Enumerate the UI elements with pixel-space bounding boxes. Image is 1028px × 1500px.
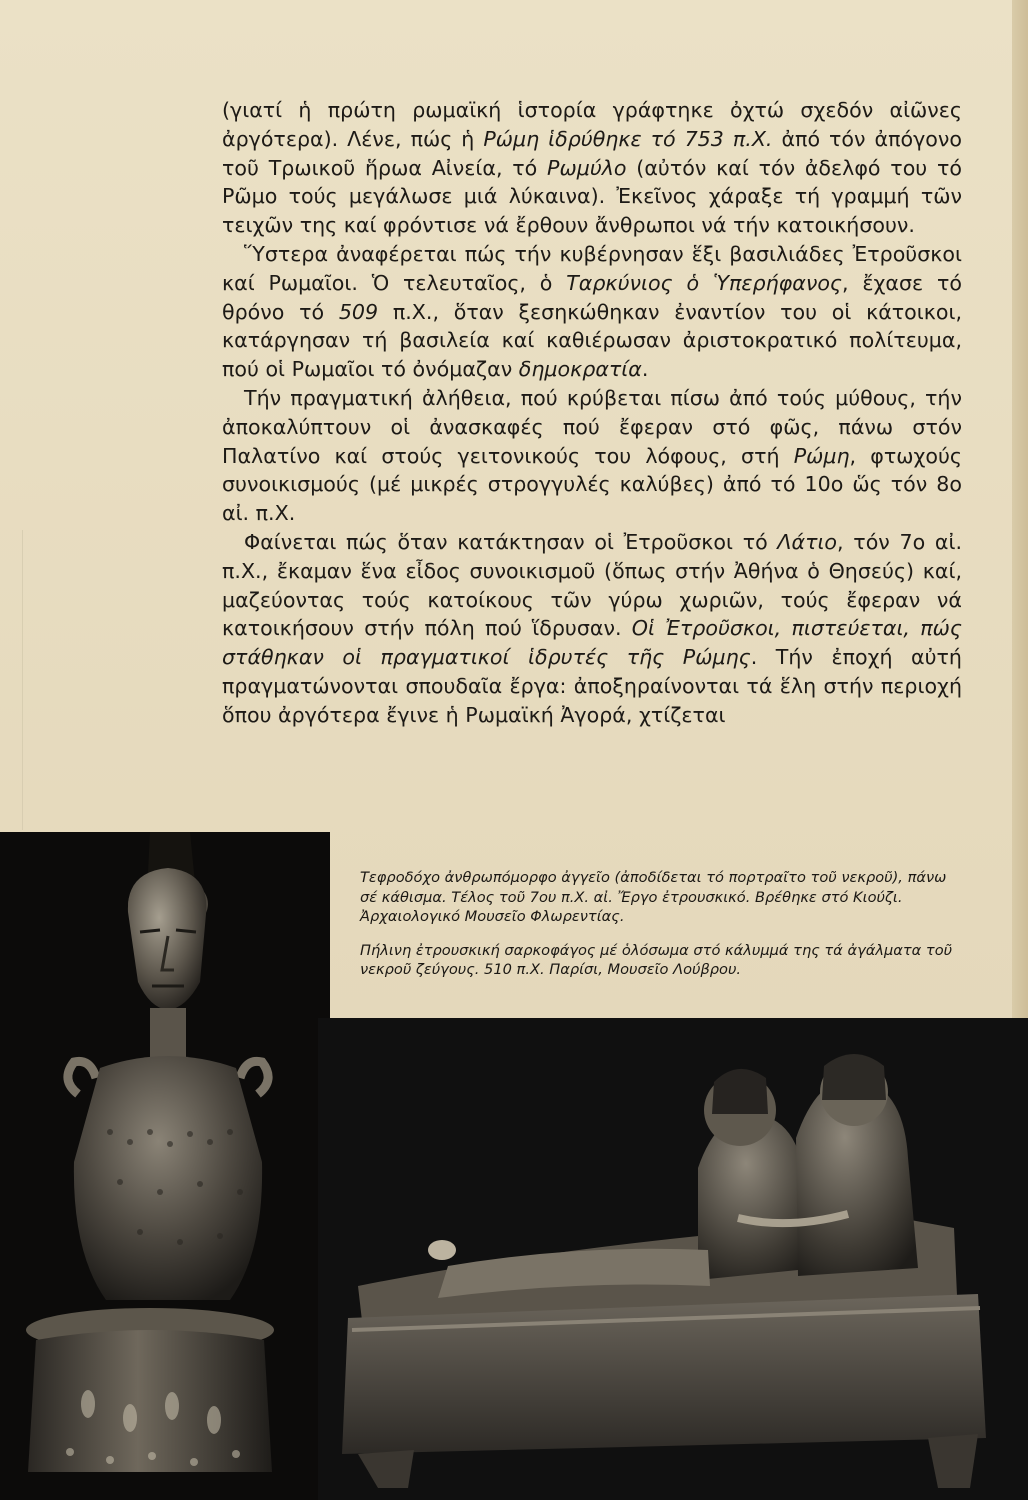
caption-sarcophagus: Πήλινη ἐτρουσκική σαρκοφάγος μέ ὁλόσωμα στό κάλυμμά της τά ἀγάλματα τοῦ νεκροῦ ζεύγους. 510 π.Χ. Παρίσι, Μουσεῖο Λούβρου.: [360, 941, 953, 979]
paragraph-4: Φαίνεται πώς ὅταν κατάκτησαν οἱ Ἐτροῦσκοι τό Λάτιο, τόν 7ο αἰ. π.Χ., ἔκαμαν ἕνα εἶδος συνοικισμοῦ (ὅπως στήν Ἀθήνα ὁ Θησεύς) καί, μαζεύοντας τούς κατοίκους τῶν γύρω χωριῶν, τούς ἔφεραν νά κατοικήσουν στήν πόλη πού ἵδρυσαν. Οἱ Ἐτροῦσκοι, πιστεύεται, πώς στάθηκαν οἱ πραγματικοί ἱδρυτές τῆς Ρώμης. Τήν ἐποχή αὐτή πραγματώνονται σπουδαῖα ἔργα: ἀποξηραίνονται τά ἕλη στήν περιοχή ὅπου ἀργότερα ἔγινε ἡ Ρωμαϊκή Ἀγορά, χτίζεται: [222, 529, 962, 727]
margin-sketch: [22, 530, 119, 830]
paragraph-2: Ὕστερα ἀναφέρεται πώς τήν κυβέρνησαν ἕξι βασιλιάδες Ἐτροῦσκοι καί Ρωμαῖοι. Ὁ τελευταῖος, ὁ Ταρκύνιος ὁ Ὑπερήφανος, ἔχασε τό θρόνο τό 509 π.Χ., ὅταν ξεσηκώθηκαν ἐναντίον του οἱ κάτοικοι, κατάργησαν τή βασιλεία καί καθιέρωσαν ἀριστοκρατικό πολίτευμα, πού οἱ Ρωμαῖοι τό ὀνόμαζαν δημοκρατία.: [222, 241, 963, 382]
sarcophagus-photo: [318, 1018, 1028, 1500]
paragraph-1: (γιατί ἡ πρώτη ρωμαϊκή ἱστορία γράφτηκε ὀχτώ σχεδόν αἰῶνες ἀργότερα). Λένε, πώς ἡ Ρώμη ἱδρύθηκε τό 753 π.Χ. ἀπό τόν ἀπόγονο τοῦ Τρωικοῦ ἥρωα Αἰνεία, τό Ρωμύλο (αὐτόν καί τόν ἀδελφό του τό Ρῶμο τούς μεγάλωσε μιά λύκαινα). Ἐκεῖνος χάραξε τή γραμμή τῶν τειχῶν της καί φρόντισε νά ἔρθουν ἄνθρωποι νά τήν κατοικήσουν.: [222, 98, 962, 238]
urn-photo: [0, 832, 330, 1500]
main-text: [222, 96, 962, 730]
caption-urn: Τεφροδόχο ἀνθρωπόμορφο ἀγγεῖο (ἀποδίδεται τό πορτραῖτο τοῦ νεκροῦ), πάνω σέ κάθισμα. Τέλος τοῦ 7ου π.Χ. αἰ. Ἔργο ἐτρουσκικό. Βρέθηκε στό Κιούζι. Ἀρχαιολογικό Μουσεῖο Φλωρεντίας.: [360, 869, 947, 926]
urn-illustration: [0, 832, 330, 1500]
sarcophagus-illustration: [318, 1018, 1028, 1500]
captions: [360, 868, 960, 994]
paragraph-3: Τήν πραγματική ἀλήθεια, πού κρύβεται πίσω ἀπό τούς μύθους, τήν ἀποκαλύπτουν οἱ ἀνασκαφές πού ἔφεραν στό φῶς, πάνω στόν Παλατίνο καί στούς γειτονικούς του λόφους, στή Ρώμη, φτωχούς συνοικισμούς (μέ μικρές στρογγυλές καλύβες) ἀπό τό 10ο ὥς τόν 8ο αἰ. π.Χ.: [222, 385, 962, 526]
